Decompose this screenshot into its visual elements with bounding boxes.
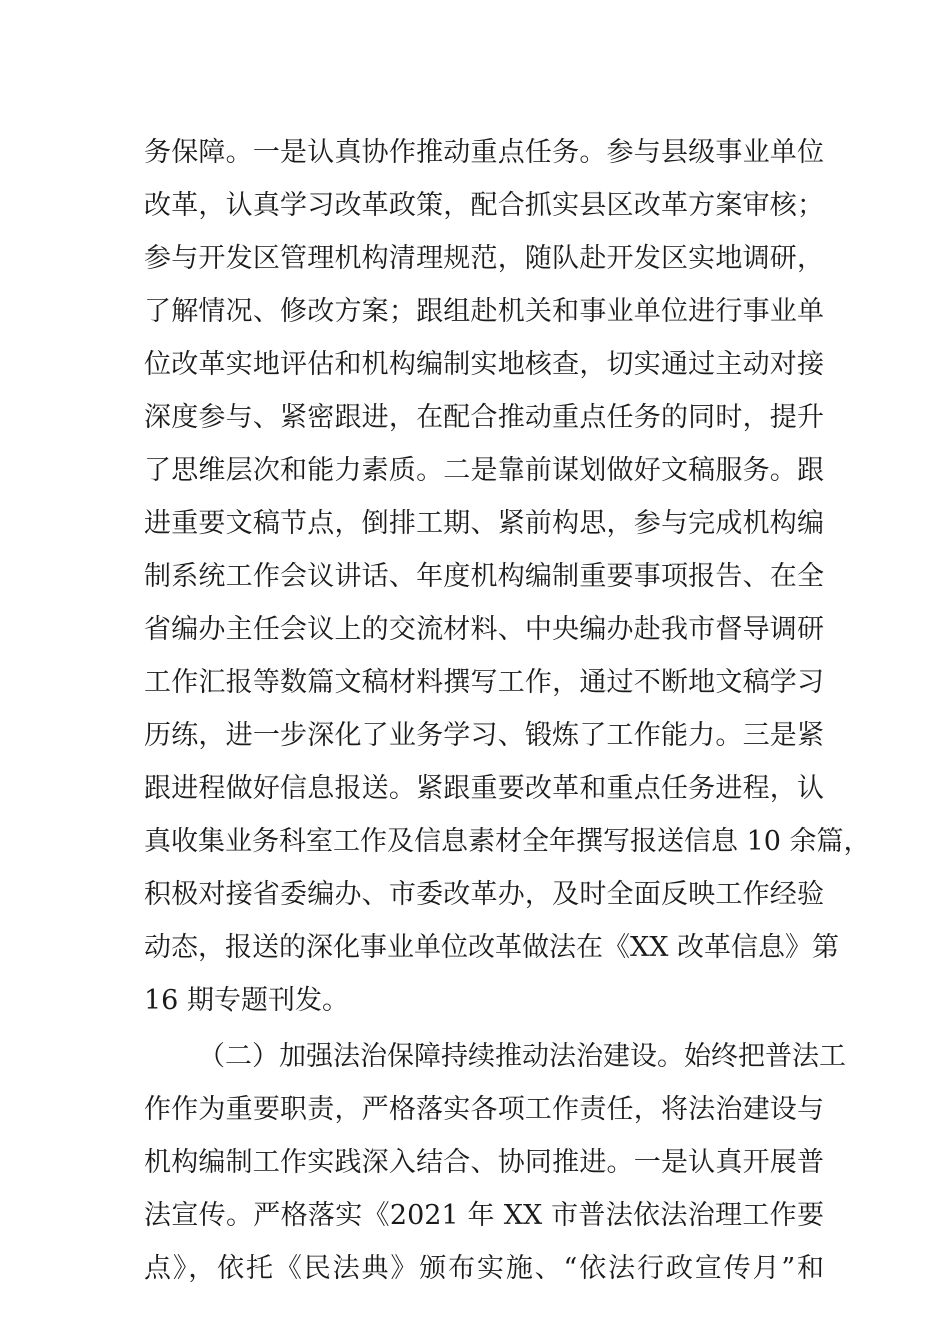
text-line: 16 期专题刊发。 [144,985,349,1016]
text-line: 进重要文稿节点，倒排工期、紧前构思，参与完成机构编 [144,508,824,539]
text-line: 法宣传。严格落实《2021 年 XX 市普法依法治理工作要 [144,1200,824,1231]
text-line: 真收集业务科室工作及信息素材全年撰写报送信息 10 余篇， [144,826,871,857]
text-line: 动态，报送的深化事业单位改革做法在《XX 改革信息》第 [144,932,840,963]
text-line: 机构编制工作实践深入结合、协同推进。一是认真开展普 [144,1147,824,1178]
section-heading-line: （二）加强法治保障持续推动法治建设。始终把普法工 [198,1041,846,1072]
text-line: 作作为重要职责，严格落实各项工作责任，将法治建设与 [144,1094,824,1125]
text-line: 改革，认真学习改革政策，配合抓实县区改革方案审核； [144,190,824,221]
text-line: 跟进程做好信息报送。紧跟重要改革和重点任务进程，认 [144,773,824,804]
text-line: 历练，进一步深化了业务学习、锻炼了工作能力。三是紧 [144,720,824,751]
text-line: 点》，依托《民法典》颁布实施、“依法行政宣传月”和 [144,1253,824,1284]
text-line: 位改革实地评估和机构编制实地核查，切实通过主动对接 [144,349,824,380]
paragraph-1 [144,126,871,1027]
text-line: 了思维层次和能力素质。二是靠前谋划做好文稿服务。跟 [144,455,824,486]
paragraph-2 [144,1030,846,1295]
document-body [144,126,871,1295]
text-line: 参与开发区管理机构清理规范，随队赴开发区实地调研， [144,243,824,274]
text-line: 了解情况、修改方案；跟组赴机关和事业单位进行事业单 [144,296,824,327]
text-line: 积极对接省委编办、市委改革办，及时全面反映工作经验 [144,879,824,910]
text-line: 深度参与、紧密跟进，在配合推动重点任务的同时，提升 [144,402,824,433]
text-line: 务保障。一是认真协作推动重点任务。参与县级事业单位 [144,137,824,168]
text-line: 工作汇报等数篇文稿材料撰写工作，通过不断地文稿学习 [144,667,824,698]
text-line: 制系统工作会议讲话、年度机构编制重要事项报告、在全 [144,561,824,592]
text-line: 省编办主任会议上的交流材料、中央编办赴我市督导调研 [144,614,824,645]
